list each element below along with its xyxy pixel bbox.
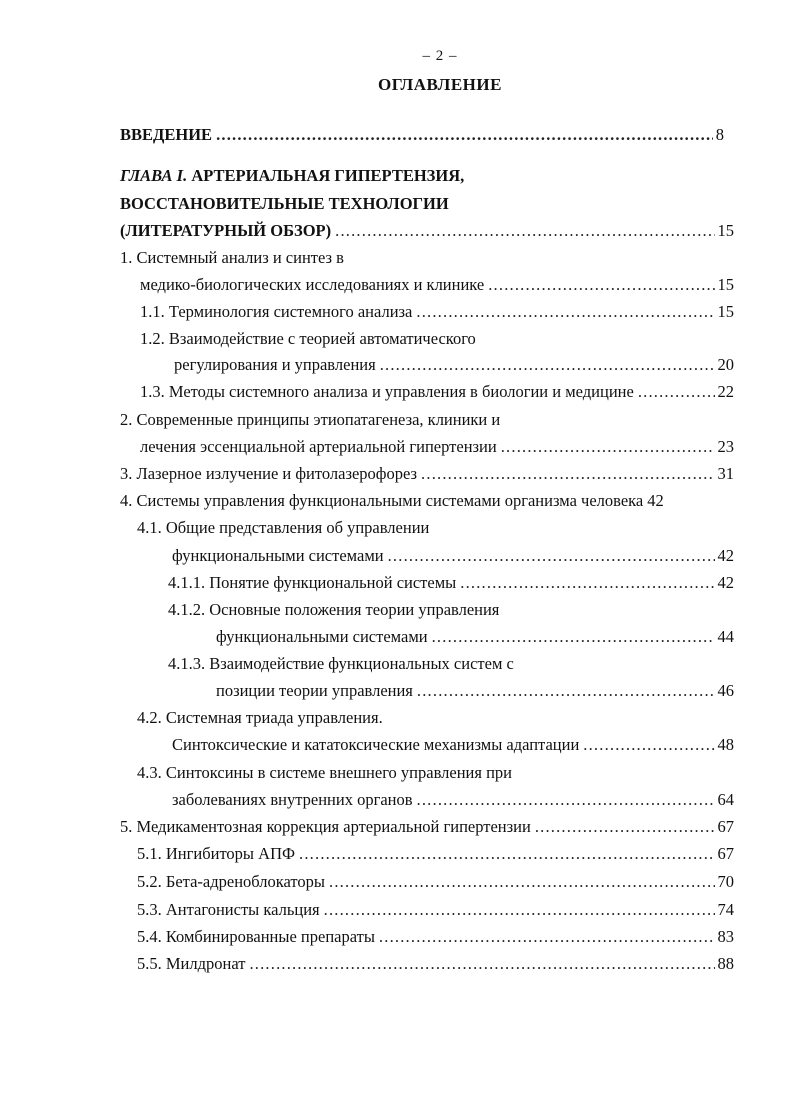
toc-entry-s5-5 xyxy=(137,952,734,976)
toc-page: 42 xyxy=(717,546,734,565)
toc-entry-s5 xyxy=(120,815,734,839)
leader-dots xyxy=(501,435,715,459)
toc-entry-s5-3 xyxy=(137,898,734,922)
toc-entry-s1-2-line1: 1.2. Взаимодействие с теорией автоматического xyxy=(140,329,476,348)
toc-label: 1.1. Терминология системного анализа xyxy=(140,302,413,321)
toc-entry-s4-2-line2 xyxy=(172,733,734,757)
toc-label: 1.3. Методы системного анализа и управления в биологии и медицине xyxy=(140,382,634,401)
toc-page: 23 xyxy=(717,437,734,456)
toc-label: 5.1. Ингибиторы АПФ xyxy=(137,844,296,863)
toc-entry-s4-1-line2 xyxy=(172,544,734,568)
leader-dots xyxy=(488,273,714,297)
toc-entry-s4-1-line1: 4.1. Общие представления об управлении xyxy=(137,518,430,537)
toc-label: позиции теории управления xyxy=(216,681,413,700)
toc-page: 8 xyxy=(715,125,724,144)
toc-label: медико-биологических исследованиях и клинике xyxy=(140,275,485,294)
toc-entry-s2-line1: 2. Современные принципы этиопатагенеза, клиники и xyxy=(120,410,501,429)
leader-dots xyxy=(249,952,714,976)
toc-entry-s1-line2 xyxy=(140,273,734,297)
toc-entry-s1-3 xyxy=(140,380,734,404)
toc-entry-s4-2-line1: 4.2. Системная триада управления. xyxy=(137,708,383,727)
leader-dots xyxy=(335,219,714,243)
toc-label: Синтоксические и кататоксические механизмы адаптации xyxy=(172,735,580,754)
toc-label: 5. Медикаментозная коррекция артериальной гипертензии xyxy=(120,817,531,836)
leader-dots xyxy=(388,544,715,568)
toc-entry-s5-2 xyxy=(137,870,734,894)
toc-label: заболеваниях внутренних органов xyxy=(172,790,413,809)
toc-entry-chapter1-line3 xyxy=(120,219,734,243)
leader-dots xyxy=(216,123,713,147)
toc-label: 5.5. Милдронат xyxy=(137,954,246,973)
leader-dots xyxy=(432,625,715,649)
toc-entry-s3 xyxy=(120,462,734,486)
toc-label: 4.1.1. Понятие функциональной системы xyxy=(168,573,457,592)
toc-page: 67 xyxy=(717,844,734,863)
toc-label: (ЛИТЕРАТУРНЫЙ ОБЗОР) xyxy=(120,221,332,240)
leader-dots xyxy=(417,788,715,812)
page-number: – 2 – xyxy=(422,48,458,64)
leader-dots xyxy=(460,571,714,595)
toc-entry-s4-1-2-line1: 4.1.2. Основные положения теории управления xyxy=(168,600,500,619)
toc-page: 44 xyxy=(717,627,734,646)
leader-dots xyxy=(380,353,715,377)
toc-page: 70 xyxy=(717,872,734,891)
leader-dots xyxy=(421,462,714,486)
toc-page: 22 xyxy=(717,382,734,401)
toc-label: функциональными системами xyxy=(216,627,428,646)
toc-entry-s4-1-3-line2 xyxy=(216,679,734,703)
toc-page: 31 xyxy=(717,464,734,483)
toc-entry-s2-line2 xyxy=(140,435,734,459)
toc-entry-s4-3-line1: 4.3. Синтоксины в системе внешнего управления при xyxy=(137,763,513,782)
toc-page: 15 xyxy=(717,302,734,321)
toc-label: 5.3. Антагонисты кальция xyxy=(137,900,320,919)
toc-page: 46 xyxy=(717,681,734,700)
toc-page: 64 xyxy=(717,790,734,809)
leader-dots xyxy=(416,300,714,324)
toc-entry-s1-line1: 1. Системный анализ и синтез в xyxy=(120,248,344,267)
toc-entry-s4 xyxy=(120,489,734,513)
toc-entry-chapter1-line2: ВОССТАНОВИТЕЛЬНЫЕ ТЕХНОЛОГИИ xyxy=(120,194,449,213)
toc-label: АРТЕРИАЛЬНАЯ ГИПЕРТЕНЗИЯ, xyxy=(187,166,465,185)
toc-page: 20 xyxy=(717,355,734,374)
toc-entry-chapter1-line1 xyxy=(120,164,464,188)
leader-dots xyxy=(535,815,715,839)
toc-page: 42 xyxy=(717,573,734,592)
toc-label: лечения эссенциальной артериальной гипертензии xyxy=(140,437,497,456)
toc-label: 4. Системы управления функциональными системами организма человека xyxy=(120,491,644,510)
toc-label: 3. Лазерное излучение и фитолазерофорез xyxy=(120,464,418,483)
toc-label: ВВЕДЕНИЕ xyxy=(120,125,213,144)
leader-dots xyxy=(583,733,714,757)
toc-label: 5.2. Бета-адреноблокаторы xyxy=(137,872,325,891)
chapter-prefix: ГЛАВА I. xyxy=(120,166,188,185)
leader-dots xyxy=(324,898,715,922)
toc-entry-s4-1-2-line2 xyxy=(216,625,734,649)
toc-entry-s4-3-line2 xyxy=(172,788,734,812)
toc-entry-s5-4 xyxy=(137,925,734,949)
toc-label: регулирования и управления xyxy=(174,355,376,374)
leader-dots xyxy=(379,925,715,949)
toc-entry-s4-1-3-line1: 4.1.3. Взаимодействие функциональных систем с xyxy=(168,654,514,673)
toc-page: 48 xyxy=(717,735,734,754)
toc-label: 5.4. Комбинированные препараты xyxy=(137,927,375,946)
toc-page: 83 xyxy=(717,927,734,946)
toc-page: 74 xyxy=(717,900,734,919)
toc-entry-s1-2-line2 xyxy=(174,353,734,377)
toc-page: 42 xyxy=(647,491,664,510)
toc-label: функциональными системами xyxy=(172,546,384,565)
toc-entry-intro xyxy=(120,123,724,147)
leader-dots xyxy=(638,380,715,404)
toc-entry-s5-1 xyxy=(137,842,734,866)
leader-dots xyxy=(299,842,714,866)
toc-page: 88 xyxy=(717,954,734,973)
toc-entry-s4-1-1 xyxy=(168,571,734,595)
leader-dots xyxy=(329,870,715,894)
leader-dots xyxy=(417,679,715,703)
toc-page: 15 xyxy=(717,275,734,294)
toc-page: 15 xyxy=(717,221,734,240)
toc-entry-s1-1 xyxy=(140,300,734,324)
page-title: ОГЛАВЛЕНИЕ xyxy=(378,75,502,94)
toc-page: 67 xyxy=(717,817,734,836)
